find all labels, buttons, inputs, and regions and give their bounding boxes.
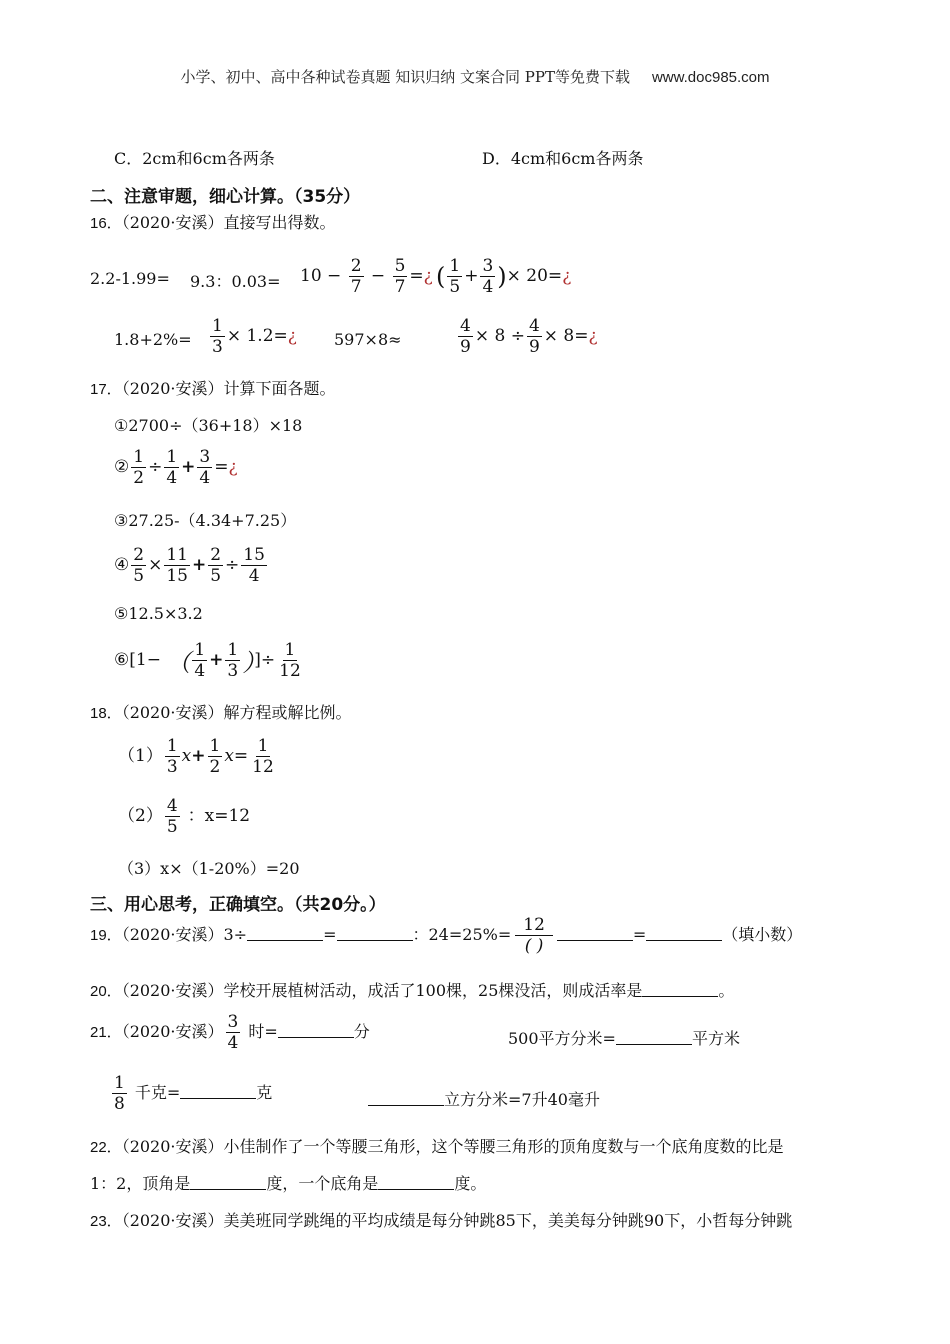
fraction — [458, 316, 473, 357]
q22-l2a: 1：2，顶角是 — [90, 1174, 191, 1193]
question-mark: ¿ — [228, 457, 238, 477]
circled-4: ④ — [114, 555, 130, 575]
q21-item-c — [508, 1026, 740, 1049]
q19-number: 19． — [90, 927, 122, 944]
q18-part-3: （3）x×（1-20%）=20 — [118, 859, 300, 878]
q21-c: 500平方分米= — [508, 1029, 616, 1048]
denominator: 15 — [166, 566, 188, 586]
question-mark: ¿ — [562, 266, 572, 286]
q21-d: 平方米 — [691, 1029, 740, 1048]
plus-sign: + — [209, 650, 224, 670]
numerator: 1 — [194, 640, 206, 660]
q23-line — [90, 1208, 792, 1231]
plus-sign: + — [191, 555, 207, 575]
q16-h-mid: × 8 ÷ — [474, 326, 525, 346]
left-paren: ( — [436, 262, 446, 291]
denominator: ( ) — [524, 936, 544, 956]
q22-number: 22． — [90, 1139, 122, 1156]
q19-source: （2020·安溪） — [121, 925, 224, 944]
q22-line-2 — [90, 1171, 486, 1194]
q18-title — [90, 700, 352, 723]
q19-a: 3÷ — [223, 925, 248, 944]
numerator: 4 — [166, 796, 178, 816]
q21-g: 立方分米=7升40毫升 — [444, 1090, 600, 1109]
numerator: 1 — [284, 640, 296, 660]
answer-blank[interactable] — [368, 1091, 444, 1106]
q21-b: 分 — [353, 1022, 370, 1041]
numerator: 3 — [227, 1012, 239, 1032]
q20-number: 20． — [90, 983, 122, 1000]
q16-f-post: × 1.2= — [226, 326, 288, 346]
q20-source: （2020·安溪） — [121, 981, 224, 1000]
q21-a: 时= — [248, 1022, 278, 1041]
denominator: 4 — [194, 661, 206, 681]
numerator: 3 — [482, 256, 494, 276]
numerator: 2 — [350, 256, 362, 276]
denominator: 5 — [133, 566, 145, 586]
right-paren: ) — [497, 262, 507, 291]
numerator: 2 — [210, 545, 222, 565]
times-sign: × — [148, 555, 163, 575]
q16-item-g: 597×8≈ — [334, 330, 402, 349]
denominator: 7 — [394, 277, 406, 297]
numerator: 1 — [449, 256, 461, 276]
fraction — [164, 545, 190, 586]
q16-text: 直接写出得数。 — [223, 213, 336, 232]
fraction — [164, 447, 179, 488]
q17-title — [90, 376, 336, 399]
q17-source: （2020·安溪） — [121, 379, 224, 398]
numerator: 1 — [166, 736, 178, 756]
minus-sign: − — [370, 266, 386, 286]
q17-item-3: ③27.25-（4.34+7.25） — [114, 511, 297, 530]
denominator: 9 — [460, 337, 471, 357]
answer-blank[interactable] — [616, 1030, 692, 1045]
denominator: 3 — [227, 661, 239, 681]
fraction — [210, 316, 225, 357]
plus-sign: + — [191, 746, 206, 766]
q16-title — [90, 210, 336, 233]
answer-blank[interactable] — [180, 1084, 256, 1099]
q21-e: 千克= — [134, 1083, 181, 1102]
q20-end: 。 — [718, 981, 735, 1000]
q16-item-e: 1.8+2%= — [114, 330, 192, 349]
q16-number: 16． — [90, 215, 122, 232]
fraction — [349, 256, 364, 297]
q17-item-2 — [114, 447, 238, 488]
denominator: 5 — [166, 817, 178, 837]
q17-text: 计算下面各题。 — [223, 379, 336, 398]
q17-item-6 — [114, 640, 305, 681]
numerator: 3 — [199, 447, 211, 467]
denominator: 4 — [199, 468, 211, 488]
numerator: 1 — [114, 1073, 125, 1093]
q23-source: （2020·安溪） — [121, 1211, 224, 1230]
numerator: 1 — [227, 640, 239, 660]
numerator: 4 — [460, 316, 471, 336]
div-sign: ÷ — [225, 555, 240, 575]
question-mark: ¿ — [423, 266, 433, 286]
numerator: 1 — [212, 316, 223, 336]
q19-d: = — [632, 925, 647, 944]
q18-part-1 — [118, 736, 278, 777]
q22-l2b: 度，一个底角是 — [266, 1174, 379, 1193]
fraction — [226, 1012, 241, 1053]
q21-line-1 — [90, 1012, 370, 1053]
numerator: 12 — [515, 915, 553, 936]
q18-p1-label: （1） — [118, 746, 163, 766]
answer-blank[interactable] — [642, 982, 718, 997]
denominator: 5 — [210, 566, 222, 586]
q21-line-2 — [110, 1073, 272, 1114]
numerator: 11 — [166, 545, 188, 565]
denominator: 4 — [482, 277, 494, 297]
q16-item-f — [208, 316, 297, 357]
q16-c-pre: 10 − — [300, 266, 342, 286]
numerator: 2 — [133, 545, 145, 565]
q23-number: 23． — [90, 1213, 122, 1230]
numerator: 1 — [166, 447, 178, 467]
fraction — [393, 256, 408, 297]
denominator: 2 — [133, 468, 145, 488]
equals-sign: = — [214, 457, 229, 477]
denominator: 4 — [227, 1033, 239, 1053]
fraction — [165, 736, 180, 777]
q18-part-2 — [118, 796, 250, 837]
option-c: C．2cm和6cm各两条 — [114, 149, 275, 168]
fraction — [515, 915, 553, 956]
q16-source: （2020·安溪） — [121, 213, 224, 232]
fraction — [447, 256, 462, 297]
option-d: D．4cm和6cm各两条 — [482, 149, 644, 168]
q20-text: 学校开展植树活动，成活了100棵，25棵没活，则成活率是 — [223, 981, 643, 1000]
numerator: 15 — [243, 545, 265, 565]
equals-sign: = — [409, 266, 424, 286]
q16-item-b: 9.3：0.03= — [190, 272, 281, 291]
fraction — [527, 316, 542, 357]
plus-sign: + — [464, 266, 479, 286]
q22-line-1 — [90, 1134, 784, 1157]
variable-x: x — [224, 746, 234, 766]
q22-l2c: 度。 — [454, 1174, 487, 1193]
fraction — [197, 447, 212, 488]
plus-sign: + — [181, 457, 196, 477]
q17-number: 17． — [90, 381, 122, 398]
q21-item-g — [368, 1087, 600, 1110]
q21-number: 21． — [90, 1024, 122, 1041]
question-mark: ¿ — [287, 326, 297, 346]
denominator: 4 — [166, 468, 178, 488]
q16-item-c — [300, 256, 433, 297]
denominator: 3 — [166, 757, 178, 777]
fraction — [250, 736, 276, 777]
section-3-title: 三、用心思考，正确填空。（共20分。） — [90, 895, 386, 915]
q16-item-a: 2.2-1.99= — [90, 269, 170, 288]
answer-blank[interactable] — [557, 926, 633, 941]
section-2-title: 二、注意审题，细心计算。（35分） — [90, 187, 361, 207]
page-header — [0, 66, 950, 87]
denominator: 12 — [252, 757, 274, 777]
left-paren: （ — [166, 649, 191, 677]
answer-blank[interactable] — [278, 1023, 354, 1038]
fraction — [165, 796, 180, 837]
numerator: 1 — [133, 447, 145, 467]
fraction — [131, 447, 146, 488]
fraction — [112, 1073, 127, 1114]
div-sign: ÷ — [148, 457, 163, 477]
answer-blank[interactable] — [646, 926, 722, 941]
fraction — [192, 640, 207, 681]
q18-p2-label: （2） — [118, 806, 163, 826]
header-url: www.doc985.com — [651, 69, 770, 86]
q17-i6-end: ]÷ — [254, 650, 276, 670]
fraction — [277, 640, 303, 681]
q23-text: 美美班同学跳绳的平均成绩是每分钟跳85下，美美每分钟跳90下，小哲每分钟跳 — [223, 1211, 793, 1230]
q21-source: （2020·安溪） — [121, 1022, 224, 1041]
answer-blank[interactable] — [378, 1175, 454, 1190]
q18-source: （2020·安溪） — [121, 703, 224, 722]
fraction — [480, 256, 495, 297]
circled-2: ② — [114, 457, 130, 477]
denominator: 9 — [528, 337, 540, 357]
q16-h-post: × 8= — [543, 326, 589, 346]
q19-e: （填小数） — [722, 925, 803, 944]
equals-sign: = — [233, 746, 249, 766]
denominator: 4 — [248, 566, 260, 586]
numerator: 1 — [257, 736, 269, 756]
right-paren: ） — [242, 649, 255, 677]
q17-item-4 — [114, 545, 269, 586]
q18-number: 18． — [90, 705, 122, 722]
denominator: 2 — [209, 757, 221, 777]
question-mark: ¿ — [588, 326, 598, 346]
q16-item-d — [436, 256, 571, 297]
q20-line — [90, 978, 734, 1001]
numerator: 4 — [528, 316, 540, 336]
fraction — [208, 545, 223, 586]
q18-p2-rest: ：x=12 — [187, 806, 251, 826]
q17-item-1: ①2700÷（36+18）×18 — [114, 416, 303, 435]
denominator: 12 — [279, 661, 301, 681]
q22-source: （2020·安溪） — [121, 1137, 224, 1156]
denominator: 5 — [449, 277, 461, 297]
denominator: 8 — [114, 1094, 125, 1114]
numerator: 5 — [394, 256, 406, 276]
answer-blank[interactable] — [190, 1175, 266, 1190]
fraction — [225, 640, 240, 681]
fraction — [241, 545, 267, 586]
q19-line — [90, 915, 802, 956]
denominator: 3 — [212, 337, 223, 357]
variable-x: x — [181, 746, 192, 766]
q16-d-post: × 20= — [506, 266, 563, 286]
answer-blank[interactable] — [247, 926, 323, 941]
q17-item-5: ⑤12.5×3.2 — [114, 604, 203, 623]
header-text: 小学、初中、高中各种试卷真题 知识归纳 文案合同 PPT等免费下载 — [180, 68, 630, 86]
q19-b: = — [323, 925, 337, 944]
fraction — [208, 736, 223, 777]
q19-c: ：24=25%= — [412, 925, 512, 944]
q18-text: 解方程或解比例。 — [223, 703, 352, 722]
q22-text: 小佳制作了一个等腰三角形，这个等腰三角形的顶角度数与一个底角度数的比是 — [223, 1137, 784, 1156]
denominator: 7 — [350, 277, 362, 297]
q16-item-h — [456, 316, 598, 357]
numerator: 1 — [209, 736, 221, 756]
answer-blank[interactable] — [337, 926, 413, 941]
q21-f: 克 — [256, 1083, 273, 1102]
circled-6: ⑥[1− — [114, 650, 161, 670]
fraction — [131, 545, 146, 586]
